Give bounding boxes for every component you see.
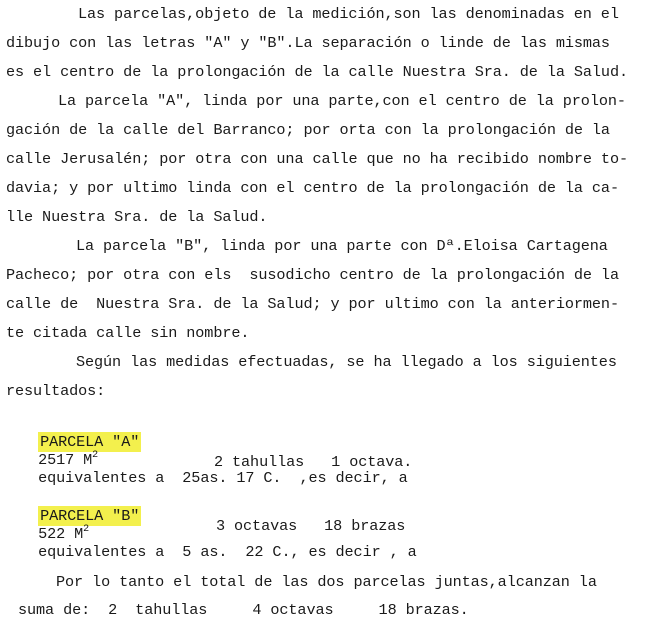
text-line: La parcela "A", linda por una parte,con el centro de la prolon- — [58, 92, 626, 110]
parcel-a-area: 2517 $M^2$ — [38, 450, 99, 469]
text-line: davia; y por ultimo linda con el centro de la prolongación de la ca- — [6, 179, 619, 197]
parcel-b-area: 522 $M^2$ — [38, 524, 90, 543]
text-line: Pacheco; por otra con els susodicho centro de la prolongación de la — [6, 266, 619, 284]
text-line: es el centro de la prolongación de la calle Nuestra Sra. de la Salud. — [6, 63, 628, 81]
text-line: Según las medidas efectuadas, se ha llegado a los siguientes — [76, 353, 617, 371]
parcel-b-equivalence: equivalentes a 5 as. 22 C., es decir , a — [38, 543, 417, 561]
text-line: calle de Nuestra Sra. de la Salud; y por ultimo con la anteriormen- — [6, 295, 619, 313]
total-summary: suma de: 2 tahullas 4 octavas 18 brazas. — [18, 601, 469, 619]
text-line: dibujo con las letras "A" y "B".La separación o linde de las mismas — [6, 34, 610, 52]
text-line: La parcela "B", linda por una parte con Dª.Eloisa Cartagena — [76, 237, 608, 255]
text-line: calle Jerusalén; por otra con una calle que no ha recibido nombre to- — [6, 150, 628, 168]
total-line: Por lo tanto el total de las dos parcelas juntas,alcanzan la — [56, 573, 597, 591]
text-line: gación de la calle del Barranco; por orta con la prolongación de la — [6, 121, 610, 139]
text-line: resultados: — [6, 382, 106, 400]
parcel-b-label: PARCELA "B" — [40, 507, 140, 525]
text-line: lle Nuestra Sra. de la Salud. — [6, 208, 268, 226]
parcel-a-equivalence: equivalentes a 25as. 17 C. ,es decir, a — [38, 469, 408, 487]
text-line: Las parcelas,objeto de la medición,son las denominadas en el — [78, 5, 619, 23]
parcel-b-result: 3 octavas 18 brazas — [216, 517, 406, 535]
parcel-a-result: 2 tahullas 1 octava. — [214, 453, 413, 471]
text-line: te citada calle sin nombre. — [6, 324, 250, 342]
parcel-a-label: PARCELA "A" — [40, 433, 140, 451]
